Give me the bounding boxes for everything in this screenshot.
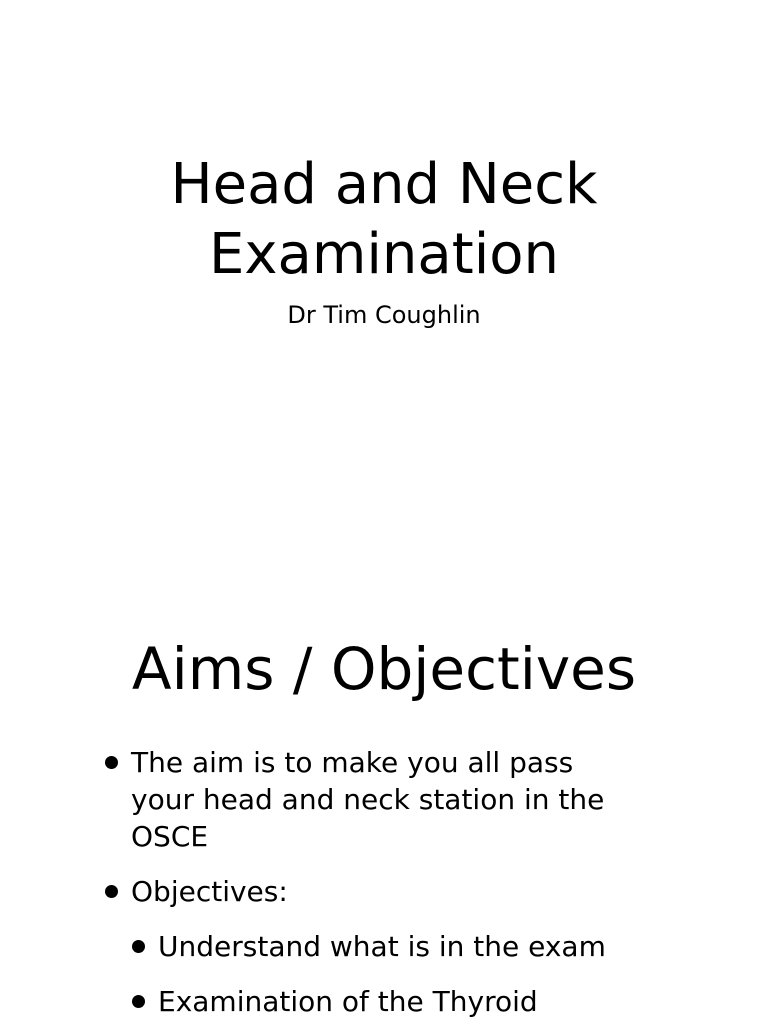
bullet-text: Examination of the Thyroid	[158, 985, 538, 1018]
sub-bullet-item	[0, 928, 768, 965]
slide-title: Aims / Objectives	[131, 635, 637, 703]
bullet-item	[0, 873, 768, 910]
bullet-icon	[132, 940, 145, 953]
title-line-1: Head and Neck	[170, 152, 598, 217]
bullet-text: Understand what is in the exam	[158, 930, 606, 963]
bullet-text-line: The aim is to make you all pass	[131, 746, 574, 779]
bullet-text: Objectives:	[131, 875, 288, 908]
bullet-icon	[105, 885, 118, 898]
bullet-list	[0, 744, 768, 1024]
aims-slide	[0, 512, 768, 1024]
bullet-text-line: OSCE	[131, 820, 209, 853]
sub-bullet-item	[0, 983, 768, 1020]
bullet-icon	[132, 995, 145, 1008]
bullet-item	[0, 744, 768, 855]
title-line-2: Examination	[208, 222, 560, 287]
slide-subtitle: Dr Tim Coughlin	[287, 301, 481, 329]
bullet-icon	[105, 756, 118, 769]
slide-title	[0, 150, 768, 290]
bullet-text-line: your head and neck station in the	[131, 783, 605, 816]
